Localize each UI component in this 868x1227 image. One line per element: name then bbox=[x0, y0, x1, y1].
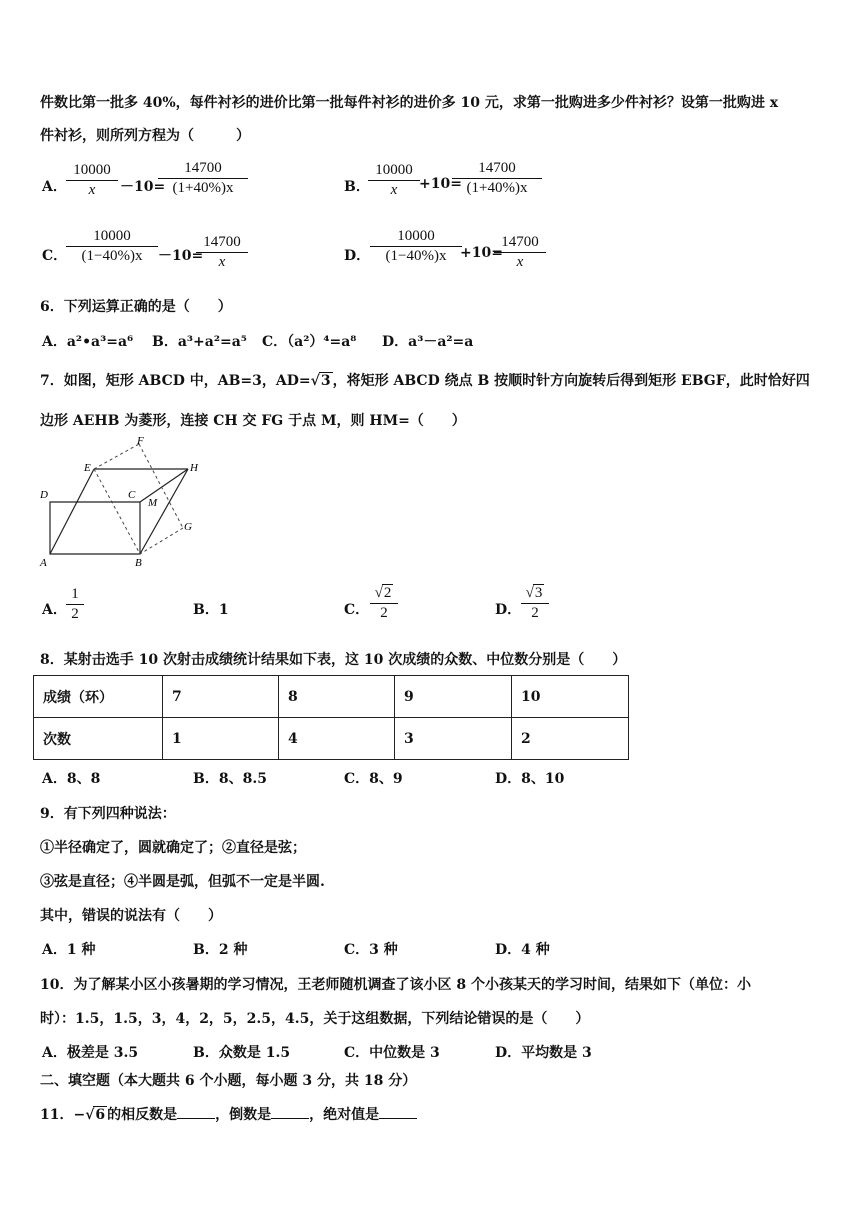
q8-option-b: B．8、8.5 bbox=[193, 771, 267, 787]
q7-option-b: B．1 bbox=[193, 602, 229, 618]
q5-option-c-left-fraction: 10000 (1−40%)x bbox=[66, 228, 158, 265]
q7-option-d-fraction: √3 2 bbox=[521, 584, 549, 622]
q5-option-a-left-fraction: 10000 x bbox=[66, 162, 118, 199]
q5-option-d-left-fraction: 10000 (1−40%)x bbox=[370, 228, 462, 265]
q5-option-b-right-fraction: 14700 (1+40%)x bbox=[452, 160, 542, 197]
q6-option-d: D．a³－a²=a bbox=[382, 334, 474, 350]
q8-option-d: D．8、10 bbox=[495, 771, 565, 787]
q9-option-b: B．2 种 bbox=[193, 942, 248, 958]
point-label-b: B bbox=[135, 557, 142, 569]
point-label-m: M bbox=[148, 497, 158, 509]
sqrt-radical: √ bbox=[374, 585, 383, 601]
point-label-d: D bbox=[40, 489, 48, 501]
q5-option-b-label: B． bbox=[344, 179, 370, 195]
q5-option-c-operator: －10= bbox=[158, 248, 204, 264]
q5-option-a-right-fraction: 14700 (1+40%)x bbox=[158, 160, 248, 197]
q7-option-c-label: C． bbox=[344, 602, 370, 618]
table-cell: 1 bbox=[163, 718, 279, 760]
segment-hb bbox=[140, 469, 188, 554]
point-label-a: A bbox=[40, 557, 47, 569]
q7-option-d-label: D． bbox=[495, 602, 522, 618]
q5-option-b-left-fraction: 10000 x bbox=[368, 162, 420, 199]
table-cell: 成绩（环） bbox=[34, 676, 163, 718]
q5-option-c-label: C． bbox=[42, 248, 68, 264]
q9-option-d: D．4 种 bbox=[495, 942, 550, 958]
table-cell: 2 bbox=[512, 718, 629, 760]
table-cell: 7 bbox=[163, 676, 279, 718]
q9-option-a: A．1 种 bbox=[42, 942, 96, 958]
table-row bbox=[34, 718, 629, 760]
q9-statement-1: ①半径确定了，圆就确定了；②直径是弦； bbox=[40, 840, 306, 856]
q7-option-c-fraction: √2 2 bbox=[370, 584, 398, 622]
q5-option-d-label: D． bbox=[344, 248, 371, 264]
q10-stem-line1: 10．为了解某小区小孩暑期的学习情况，王老师随机调查了该小区 8 个小孩某天的学习时间，结果如下（单位：小 bbox=[40, 977, 751, 993]
q5-option-c-right-fraction: 14700 x bbox=[196, 234, 248, 271]
q7-option-a-fraction: 1 2 bbox=[66, 586, 84, 623]
section-heading: 二、填空题（本大题共 6 个小题，每小题 3 分，共 18 分） bbox=[40, 1073, 417, 1089]
q6-stem: 6．下列运算正确的是（ ） bbox=[40, 299, 232, 315]
table-cell: 次数 bbox=[34, 718, 163, 760]
table-cell: 9 bbox=[395, 676, 512, 718]
q6-option-c: C．（a²）⁴=a⁸ bbox=[262, 334, 357, 350]
segment-fg bbox=[139, 444, 183, 528]
point-label-h: H bbox=[190, 462, 198, 474]
table-cell: 8 bbox=[279, 676, 395, 718]
q10-option-d: D．平均数是 3 bbox=[495, 1045, 592, 1061]
q10-stem-line2: 时）：1.5，1.5，3，4，2，5，2.5，4.5，关于这组数据，下列结论错误的是（ ） bbox=[40, 1011, 590, 1027]
q8-score-table bbox=[33, 675, 629, 760]
q9-option-c: C．3 种 bbox=[344, 942, 398, 958]
answer-blank[interactable] bbox=[379, 1104, 417, 1119]
q9-stem: 9．有下列四种说法： bbox=[40, 806, 176, 822]
q7-geometry-figure bbox=[36, 434, 206, 574]
q5-option-d-operator: +10= bbox=[460, 245, 503, 261]
sqrt-radical: √ bbox=[525, 585, 534, 601]
q9-statement-2: ③弦是直径；④半圆是弧，但弧不一定是半圆. bbox=[40, 874, 325, 890]
answer-blank[interactable] bbox=[177, 1104, 215, 1119]
table-cell: 4 bbox=[279, 718, 395, 760]
q5-option-b-operator: +10= bbox=[419, 176, 462, 192]
point-label-g: G bbox=[184, 521, 192, 533]
q5-option-a-operator: －10= bbox=[120, 179, 166, 195]
q5-stem-line1: 件数比第一批多 40%，每件衬衫的进价比第一批每件衬衫的进价多 10 元，求第一批购进多少件衬衫？设第一批购进 x bbox=[40, 95, 779, 111]
q7-stem-line1: 7．如图，矩形 ABCD 中，AB=3，AD=√3 ，将矩形 ABCD 绕点 B 按顺时针方向旋转后得到矩形 EBGF，此时恰好四 bbox=[40, 373, 810, 389]
q8-option-c: C．8、9 bbox=[344, 771, 403, 787]
point-label-c: C bbox=[128, 489, 136, 501]
segment-ef bbox=[94, 444, 139, 469]
sqrt-radical: √ bbox=[310, 373, 320, 389]
answer-blank[interactable] bbox=[271, 1104, 309, 1119]
q11-stem: 11．−√6 的相反数是 ，倒数是 ，绝对值是 bbox=[40, 1104, 417, 1124]
q10-option-c: C．中位数是 3 bbox=[344, 1045, 440, 1061]
q5-option-d-right-fraction: 14700 x bbox=[494, 234, 546, 271]
q10-option-b: B．众数是 1.5 bbox=[193, 1045, 291, 1061]
q7-stem-line2: 边形 AEHB 为菱形，连接 CH 交 FG 于点 M，则 HM=（ ） bbox=[40, 413, 466, 429]
q5-option-a-label: A． bbox=[42, 179, 67, 195]
q10-option-a: A．极差是 3.5 bbox=[42, 1045, 139, 1061]
q9-question: 其中，错误的说法有（ ） bbox=[40, 908, 222, 924]
q8-stem: 8．某射击选手 10 次射击成绩统计结果如下表，这 10 次成绩的众数、中位数分别是（ ） bbox=[40, 652, 627, 668]
segment-ae bbox=[50, 469, 94, 554]
point-label-e: E bbox=[84, 462, 91, 474]
table-row bbox=[34, 676, 629, 718]
q6-option-a: A．a²•a³=a⁶ bbox=[42, 334, 134, 350]
sqrt-radical: √ bbox=[85, 1107, 95, 1123]
table-cell: 3 bbox=[395, 718, 512, 760]
q5-stem-line2: 件衬衫，则所列方程为（ ） bbox=[40, 128, 250, 144]
segment-gb bbox=[140, 528, 183, 554]
table-cell: 10 bbox=[512, 676, 629, 718]
q7-option-a-label: A． bbox=[42, 602, 67, 618]
q8-option-a: A．8、8 bbox=[42, 771, 101, 787]
segment-eb bbox=[94, 469, 140, 554]
point-label-f: F bbox=[137, 435, 144, 447]
q6-option-b: B．a³+a²=a⁵ bbox=[152, 334, 247, 350]
